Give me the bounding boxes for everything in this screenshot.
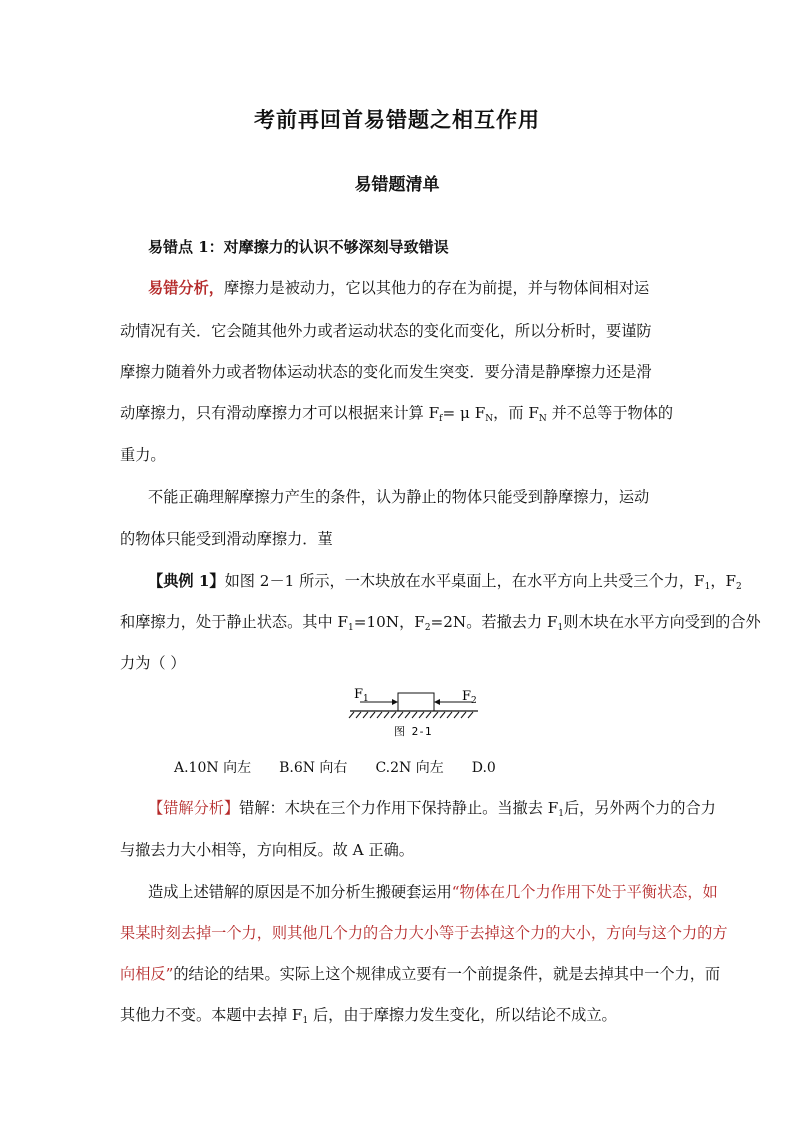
option-c: C.2N 向左 bbox=[375, 760, 444, 776]
para2-line-1: 不能正确理解摩擦力产生的条件，认为静止的物体只能受到静摩擦力，运动 bbox=[148, 488, 650, 506]
f2-label: $F_2$ bbox=[462, 689, 477, 706]
wrong-line-2: 与撤去力大小相等，方向相反。故 A 正确。 bbox=[120, 841, 414, 859]
answer-options bbox=[174, 757, 524, 777]
example-label: 【典例 1】 bbox=[148, 572, 225, 590]
f1-label: $F_1$ bbox=[354, 687, 369, 704]
example-line-1: 【典例 1】如图 2－1 所示，一木块放在水平桌面上，在水平方向上共受三个力，$F_1$，$F_2$ bbox=[148, 572, 742, 592]
reason-line-4: 其他力不变。本题中去掉 $F_1$ 后，由于摩擦力发生变化，所以结论不成立。 bbox=[120, 1006, 617, 1026]
page-title: 考前再回首易错题之相互作用 bbox=[254, 107, 540, 132]
analysis-line-3: 摩擦力随着外力或者物体运动状态的变化而发生突变．要分清是静摩擦力还是滑 bbox=[120, 363, 652, 381]
wrong-analysis-label: 【错解分析】 bbox=[148, 799, 240, 817]
reason-line-3: 向相反”的结论的结果。实际上这个规律成立要有一个前提条件，就是去掉其中一个力，而 bbox=[120, 965, 721, 983]
analysis-line-4: 动摩擦力，只有滑动摩擦力才可以根据来计算 $F_f= \mu$ $F_N$，而 $F_N$ 并不总等于物体的 bbox=[120, 404, 674, 424]
para2-line-2: 的物体只能受到滑动摩擦力．菫 bbox=[120, 530, 333, 548]
example-line-2: 和摩擦力，处于静止状态。其中 $F_1=10N$，$F_2=2N$。若撤去力 $F_1$则木块在水平方向受到的合外 bbox=[120, 613, 761, 633]
error-point-heading: 易错点 1：对摩擦力的认识不够深刻导致错误 bbox=[148, 238, 449, 256]
wrong-line-1: 【错解分析】错解：木块在三个力作用下保持静止。当撤去 $F_1$后，另外两个力的合力 bbox=[148, 799, 716, 819]
analysis-line-1: 易错分析，摩擦力是被动力，它以其他力的存在为前提，并与物体间相对运 bbox=[148, 279, 650, 297]
wood-block bbox=[398, 693, 434, 711]
analysis-line-5: 重力。 bbox=[120, 446, 166, 464]
ground-hatching bbox=[349, 712, 473, 718]
force-diagram bbox=[344, 683, 484, 741]
example-line-3: 力为（ ） bbox=[120, 654, 186, 672]
reason-line-2: 果某时刻去掉一个力，则其他几个力的合力大小等于去掉这个力的大小，方向与这个力的方 bbox=[120, 924, 728, 942]
figure-caption: 图 2-1 bbox=[394, 725, 432, 738]
option-b: B.6N 向右 bbox=[279, 760, 348, 776]
option-a: A.10N 向左 bbox=[174, 760, 252, 776]
option-d: D.0 bbox=[471, 760, 496, 776]
section-subtitle: 易错题清单 bbox=[354, 175, 440, 195]
reason-line-1: 造成上述错解的原因是不加分析生搬硬套运用“物体在几个力作用下处于平衡状态，如 bbox=[148, 883, 718, 901]
analysis-label: 易错分析， bbox=[148, 279, 224, 297]
analysis-line-2: 动情况有关．它会随其他外力或者运动状态的变化而变化，所以分析时，要谨防 bbox=[120, 322, 652, 340]
